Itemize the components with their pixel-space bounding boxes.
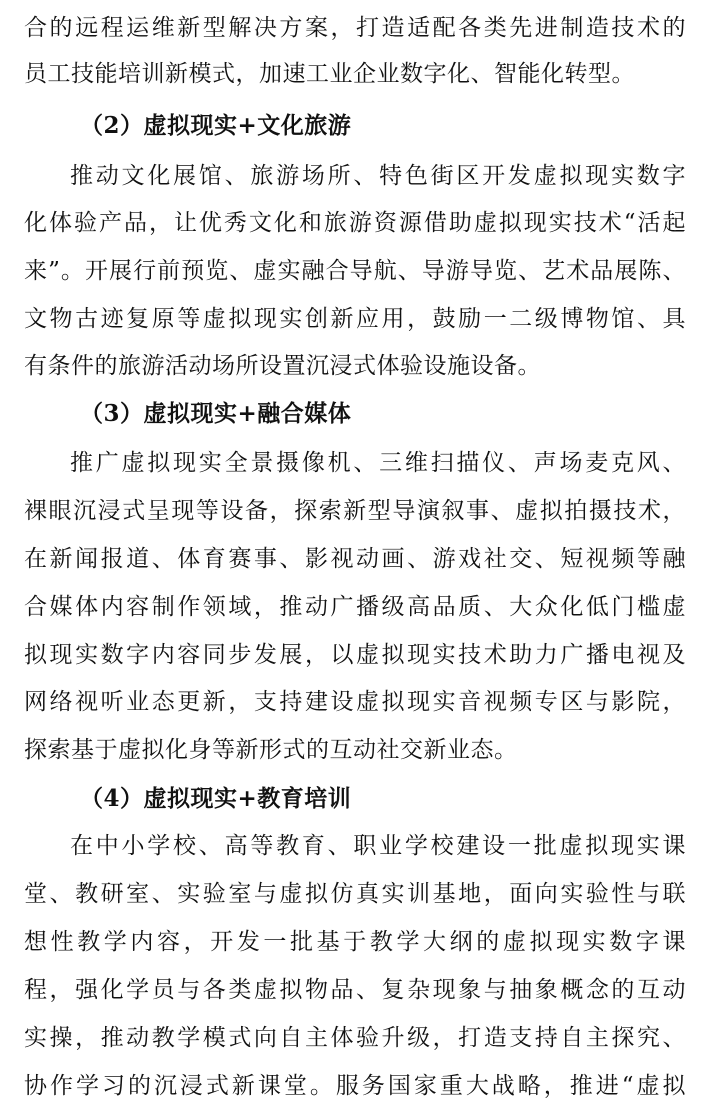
- paragraph-line: 有条件的旅游活动场所设置沉浸式体验设施设备。: [24, 353, 541, 379]
- paragraph-line: 拟现实数字内容同步发展，以虚拟现实技术助力广播电视及: [24, 642, 686, 668]
- paragraph-line: 推广虚拟现实全景摄像机、三维扫描仪、声场麦克风、: [70, 450, 686, 476]
- paragraph-line: 实操，推动教学模式向自主体验升级，打造支持自主探究、: [24, 1025, 686, 1051]
- paragraph-line: 裸眼沉浸式呈现等设备，探索新型导演叙事、虚拟拍摄技术，: [24, 498, 686, 524]
- paragraph-line: 在中小学校、高等教育、职业学校建设一批虚拟现实课: [70, 833, 686, 859]
- section-heading-education: （4）虚拟现实+教育培训: [80, 785, 352, 812]
- paragraph-line: 网络视听业态更新，支持建设虚拟现实音视频专区与影院，: [24, 689, 686, 715]
- paragraph-line: 文物古迹复原等虚拟现实创新应用，鼓励一二级博物馆、具: [24, 306, 686, 332]
- section-heading-media: （3）虚拟现实+融合媒体: [80, 400, 352, 427]
- paragraph-line: 来”。开展行前预览、虚实融合导航、导游导览、艺术品展陈、: [24, 258, 686, 284]
- paragraph-line: 化体验产品，让优秀文化和旅游资源借助虚拟现实技术“活起: [24, 210, 686, 236]
- paragraph-line: 探索基于虚拟化身等新形式的互动社交新业态。: [24, 737, 518, 763]
- intro-line-2: 员工技能培训新模式，加速工业企业数字化、智能化转型。: [24, 61, 635, 87]
- paragraph-line: 程，强化学员与各类虚拟物品、复杂现象与抽象概念的互动: [24, 977, 686, 1003]
- intro-line-1: 合的远程运维新型解决方案，打造适配各类先进制造技术的: [24, 15, 686, 41]
- section-heading-culture-tourism: （2）虚拟现实+文化旅游: [80, 112, 352, 139]
- paragraph-line: 合媒体内容制作领域，推动广播级高品质、大众化低门槛虚: [24, 594, 686, 620]
- paragraph-line: 在新闻报道、体育赛事、影视动画、游戏社交、短视频等融: [24, 546, 686, 572]
- paragraph-line: 堂、教研室、实验室与虚拟仿真实训基地，面向实验性与联: [24, 881, 686, 907]
- paragraph-line: 想性教学内容，开发一批基于教学大纲的虚拟现实数字课: [24, 929, 686, 955]
- paragraph-line: 推动文化展馆、旅游场所、特色街区开发虚拟现实数字: [70, 163, 686, 189]
- paragraph-line: 协作学习的沉浸式新课堂。服务国家重大战略，推进“虚拟: [24, 1073, 686, 1099]
